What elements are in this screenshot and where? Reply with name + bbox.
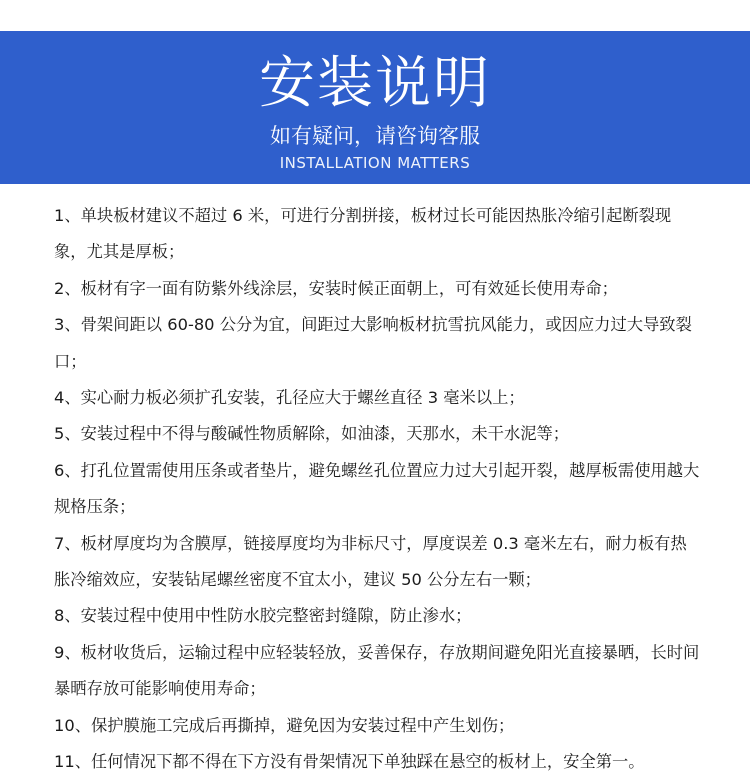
instruction-item-5: 5、安装过程中不得与酸碱性物质解除，如油漆，天那水，未干水泥等； [54,424,570,444]
page-title: 安装说明 [259,51,491,116]
instruction-item-4: 4、实心耐力板必须扩孔安装，孔径应大于螺丝直径 3 毫米以上； [54,388,525,408]
banner-subtitle: 如有疑问，请咨询客服 [270,124,480,148]
top-whitespace [0,0,750,31]
instruction-item-6: 6、打孔位置需使用压条或者垫片，避免螺丝孔位置应力过大引起开裂，越厚板需使用越大规格压条； [54,460,700,517]
banner-subtitle-english: INSTALLATION MATTERS [279,154,471,172]
instruction-item-7: 7、板材厚度均为含膜厚，链接厚度均为非标尺寸，厚度误差 0.3 毫米左右，耐力板有热胀冷缩效应，安装钻尾螺丝密度不宜太小，建议 50 公分左右一颗； [54,533,687,590]
instruction-item-10: 10、保护膜施工完成后再撕掉，避免因为安装过程中产生划伤； [54,715,515,735]
header-banner [0,31,750,184]
instruction-item-3: 3、骨架间距以 60-80 公分为宜，间距过大影响板材抗雪抗风能力，或因应力过大导致裂口； [54,315,692,371]
instruction-item-8: 8、安装过程中使用中性防水胶完整密封缝隙，防止渗水； [54,606,472,626]
instruction-item-1: 1、单块板材建议不超过 6 米，可进行分割拼接，板材过长可能因热胀冷缩引起断裂现象，尤其是厚板； [54,206,672,262]
instruction-item-9: 9、板材收货后，运输过程中应轻装轻放，妥善保存，存放期间避免阳光直接暴晒，长时间暴晒存放可能影响使用寿命； [54,642,700,699]
instruction-item-11: 11、任何情况下都不得在下方没有骨架情况下单独踩在悬空的板材上，安全第一。 [54,752,645,772]
instructions-list [54,198,702,781]
instruction-item-2: 2、板材有字一面有防紫外线涂层，安装时候正面朝上，可有效延长使用寿命； [54,278,618,298]
